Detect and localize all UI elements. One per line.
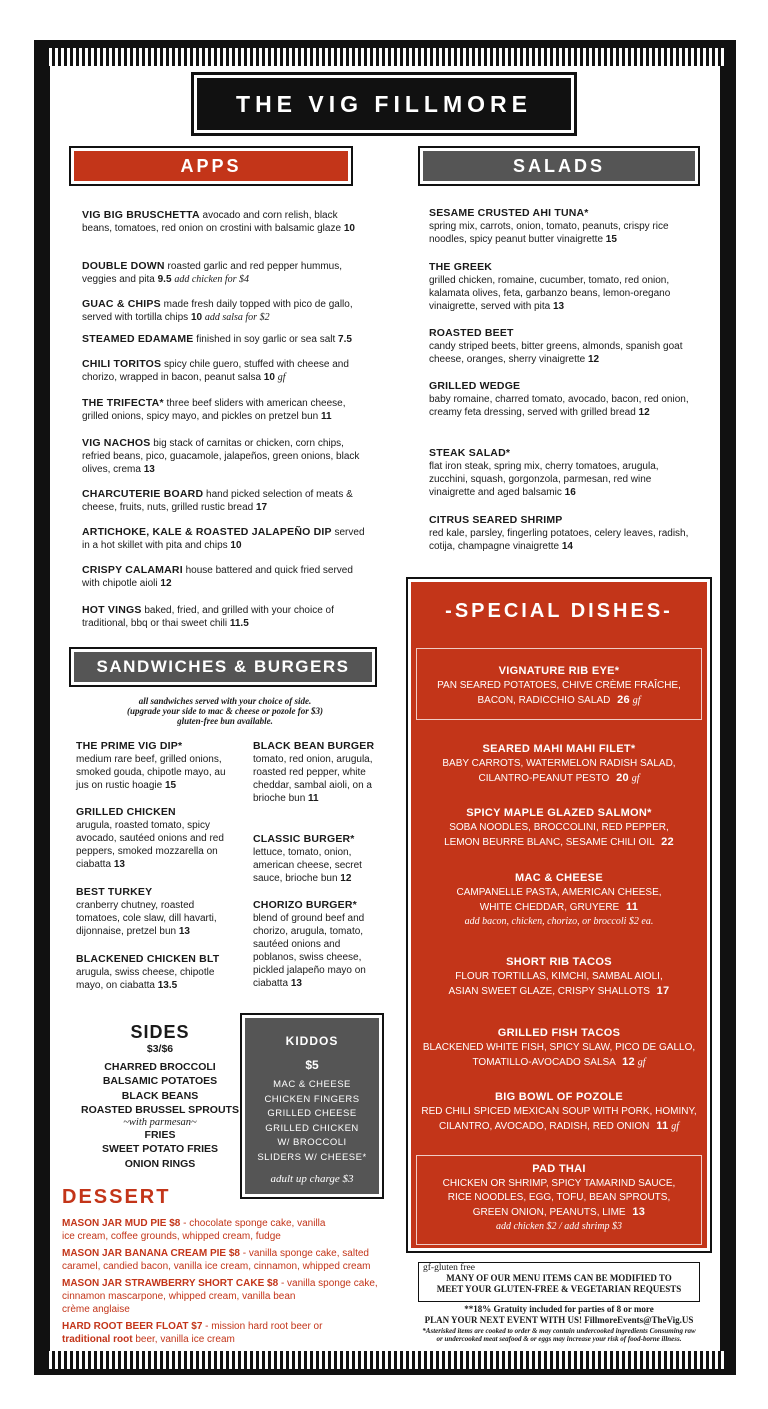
special-desc: WHITE CHEDDAR, GRUYERE — [479, 902, 620, 913]
special-name: BIG BOWL OF POZOLE — [494, 1091, 624, 1103]
item-desc: roasted garlic and red pepper hummus, veggies and pita — [82, 261, 343, 285]
special-name: SPICY MAPLE GLAZED SALMON* — [466, 807, 652, 819]
right-border — [720, 66, 724, 1351]
top-decorative-border — [46, 48, 724, 66]
special-name: SHORT RIB TACOS — [506, 956, 612, 968]
item-name: BLACKENED CHICKEN BLT — [76, 953, 220, 965]
item-desc: spicy chile guero, stuffed with cheese and chorizo, wrapped in bacon, peanut salsa — [82, 359, 349, 383]
item-desc: house battered and quick fried served with chipotle aioli — [82, 565, 353, 589]
special-price: 11 — [656, 1120, 669, 1132]
item-name: DOUBLE DOWN — [82, 260, 165, 272]
side-item: CHARRED BROCCOLI — [104, 1060, 216, 1073]
apps-item — [82, 397, 367, 423]
item-name: THE GREEK — [429, 261, 493, 273]
left-border — [46, 66, 50, 1351]
item-name: BEST TURKEY — [76, 886, 153, 898]
gf-tag: gf — [671, 1121, 679, 1132]
kiddos-heading: KIDDOS — [285, 1034, 339, 1048]
item-desc: served in a hot skillet with pita and chips — [82, 527, 365, 551]
special-desc: CILANTRO, AVOCADO, RADISH, RED ONION — [439, 1121, 650, 1132]
kiddos-item: GRILLED CHICKEN — [265, 1122, 359, 1134]
special-name: SEARED MAHI MAHI FILET* — [482, 743, 636, 755]
special-desc: LEMON BEURRE BLANC, SESAME CHILI OIL — [444, 837, 655, 848]
item-price: 10 — [343, 223, 355, 234]
dessert-item — [62, 1247, 392, 1273]
dessert-desc: - vanilla sponge cake, — [280, 1278, 378, 1289]
dessert-name: MASON JAR BANANA CREAM PIE — [62, 1248, 227, 1259]
item-price: 15 — [605, 234, 617, 245]
item-price: 11 — [321, 411, 332, 422]
item-desc: spring mix, carrots, onion, tomato, peanuts, crispy rice noodles, spicy peanut butter vinaigrette — [429, 221, 669, 245]
dessert-desc: - vanilla sponge cake, salted — [242, 1248, 369, 1259]
item-price: 11 — [308, 793, 319, 804]
item-desc: blend of ground beef and chorizo, arugula, tomato, sautéed onions and poblanos, swiss cheese, pickled jalapeño mayo on ciabatta — [253, 913, 366, 989]
special-desc: RED CHILI SPICED MEXICAN SOUP WITH PORK, HOMINY, — [421, 1106, 697, 1117]
sandwiches-heading: SANDWICHES & BURGERS — [71, 649, 375, 685]
special-item — [418, 742, 700, 786]
special-desc: CILANTRO-PEANUT PESTO — [478, 773, 610, 784]
dessert-price: $8 — [267, 1278, 279, 1289]
item-price: 15 — [164, 780, 177, 791]
gf-tag: gf — [632, 695, 641, 706]
item-desc: tomato, red onion, arugula, roasted red pepper, white cheddar, sambal aioli, on a brioche bun — [253, 754, 373, 804]
special-item — [418, 871, 700, 929]
salads-item — [429, 261, 691, 313]
item-price: 13.5 — [157, 980, 178, 991]
item-name: ROASTED BEET — [429, 327, 514, 339]
item-price: 10 — [263, 372, 275, 383]
item-desc: big stack of carnitas or chicken, corn chips, refried beans, pico, guacamole, jalapeños, green onions, black olives, crema — [82, 438, 360, 475]
item-name: STEAK SALAD* — [429, 447, 511, 459]
dessert-item — [62, 1217, 392, 1243]
item-price: 13 — [290, 978, 302, 989]
apps-item — [82, 260, 367, 286]
item-name: CHILI TORITOS — [82, 358, 162, 370]
special-desc: CAMPANELLE PASTA, AMERICAN CHEESE, — [456, 887, 662, 898]
special-desc: SOBA NOODLES, BROCCOLINI, RED PEPPER, — [449, 822, 669, 833]
item-desc: arugula, swiss cheese, chipotle mayo, on ciabatta — [76, 967, 215, 991]
side-item: SWEET POTATO FRIES — [101, 1143, 219, 1155]
special-price: 13 — [632, 1206, 646, 1218]
modify-line-2: MEET YOUR GLUTEN-FREE & VEGETARIAN REQUESTS — [436, 1284, 682, 1294]
item-desc: flat iron steak, spring mix, cherry tomatoes, arugula, zucchini, squash, gorgonzola, parmesan, red wine vinaigrette and aged balsamic — [429, 461, 659, 498]
sandwich-item — [76, 886, 236, 938]
item-name: THE TRIFECTA* — [82, 397, 164, 409]
apps-heading: APPS — [71, 148, 351, 184]
apps-item — [82, 358, 367, 384]
special-item — [418, 1026, 700, 1070]
special-price: 17 — [656, 985, 670, 997]
item-desc: three beef sliders with american cheese, grilled onions, spicy mayo, and pickles on pretzel bun — [82, 398, 346, 422]
sandwich-item — [76, 953, 236, 992]
item-desc: baby romaine, charred tomato, avocado, bacon, red onion, creamy feta dressing, served with grilled bread — [429, 394, 689, 418]
item-price: 17 — [255, 502, 268, 513]
health-warning-1: *Asterisked items are cooked to order & may contain undercooked ingredients Consuming raw — [422, 1327, 696, 1335]
dessert-desc: cinnamon mascarpone, whipped cream, vanilla bean — [62, 1291, 296, 1302]
item-name: HOT VINGS — [82, 604, 142, 616]
salads-item — [429, 514, 691, 553]
item-desc: medium rare beef, grilled onions, smoked gouda, chipotle mayo, au jus on rustic hoagie — [76, 754, 226, 791]
item-name: BLACK BEAN BURGER — [253, 740, 375, 752]
item-name: ARTICHOKE, KALE & ROASTED JALAPEÑO DIP — [82, 526, 332, 538]
item-price: 11.5 — [229, 618, 249, 629]
sides-section — [70, 1022, 250, 1171]
item-extra: add chicken for $4 — [174, 274, 250, 285]
item-desc: grilled chicken, romaine, cucumber, tomato, red onion, kalamata olives, feta, garbanzo beans, lemon-oregano vinaigrette, served with pita — [429, 275, 671, 312]
gf-tag: gf — [637, 1057, 646, 1068]
apps-item — [82, 333, 367, 346]
special-item — [418, 1162, 700, 1234]
kiddos-item: MAC & CHEESE — [273, 1079, 351, 1090]
dessert-name: HARD ROOT BEER FLOAT — [62, 1321, 189, 1332]
special-item — [418, 1090, 700, 1134]
dessert-desc: beer, vanilla ice cream — [135, 1334, 235, 1345]
special-name: VIGNATURE RIB EYE* — [498, 665, 620, 677]
item-name: VIG NACHOS — [82, 437, 151, 449]
item-desc: finished in soy garlic or sea salt — [196, 334, 336, 345]
item-name: VIG BIG BRUSCHETTA — [82, 209, 200, 221]
apps-item — [82, 604, 367, 630]
special-desc: ASIAN SWEET GLAZE, CRISPY SHALLOTS — [448, 986, 650, 997]
item-price: 13 — [143, 464, 155, 475]
gluten-free-box — [418, 1262, 700, 1302]
item-name: CHORIZO BURGER* — [253, 899, 357, 911]
item-extra: gf — [277, 372, 286, 383]
health-warning-2: or undercooked meat seafood & or eggs may increase your risk of food-borne illness. — [436, 1335, 682, 1343]
sandwich-item — [253, 833, 377, 885]
dessert-name: MASON JAR STRAWBERRY SHORT CAKE — [62, 1278, 265, 1289]
special-desc: BABY CARROTS, WATERMELON RADISH SALAD, — [442, 758, 676, 769]
special-dishes-heading: -SPECIAL DISHES- — [445, 600, 673, 622]
item-price: 13 — [113, 859, 125, 870]
sides-heading: SIDES — [130, 1022, 190, 1042]
special-extra: add bacon, chicken, chorizo, or broccoli $2 ea. — [464, 916, 654, 927]
dessert-name: MASON JAR MUD PIE — [62, 1218, 167, 1229]
special-price: 12 — [622, 1056, 635, 1068]
dessert-price: $7 — [191, 1321, 203, 1332]
apps-item — [82, 437, 367, 476]
item-extra: add salsa for $2 — [204, 312, 270, 323]
special-price: 20 — [616, 772, 629, 784]
item-price: 10 — [230, 540, 242, 551]
item-desc: avocado and corn relish, black beans, tomatoes, red onion on crostini with balsamic glaze — [82, 210, 342, 234]
item-price: 14 — [561, 541, 573, 552]
dessert-desc: crème anglaise — [62, 1304, 130, 1315]
item-name: CLASSIC BURGER* — [253, 833, 355, 845]
sides-price: $3/$6 — [146, 1043, 174, 1055]
salads-item — [429, 207, 691, 246]
sandwich-note — [70, 696, 380, 726]
bottom-decorative-border — [46, 1351, 724, 1369]
item-price: 16 — [564, 487, 576, 498]
salads-item — [429, 447, 691, 499]
side-item: BLACK BEANS — [121, 1089, 199, 1102]
special-item — [418, 664, 700, 708]
sandwich-note-1: all sandwiches served with your choice of side. — [138, 696, 312, 706]
kiddos-item: CHICKEN FINGERS — [264, 1093, 360, 1105]
dessert-desc: traditional root — [62, 1334, 133, 1345]
item-desc: lettuce, tomato, onion, american cheese, secret sauce, brioche bun — [253, 847, 362, 884]
kiddos-item: SLIDERS W/ CHEESE* — [257, 1151, 367, 1163]
item-name: CITRUS SEARED SHRIMP — [429, 514, 563, 526]
health-warning — [418, 1327, 700, 1343]
item-price: 7.5 — [338, 334, 352, 345]
dessert-item — [62, 1277, 392, 1316]
item-desc: baked, fried, and grilled with your choice of traditional, bbq or thai sweet chili — [82, 605, 334, 629]
item-name: GRILLED WEDGE — [429, 380, 521, 392]
item-price: 12 — [638, 407, 650, 418]
salads-item — [429, 327, 691, 366]
special-item — [418, 806, 700, 850]
gf-tag: gf — [631, 773, 640, 784]
dessert-desc: caramel, candied bacon, vanilla ice cream, cinnamon, whipped cream — [62, 1261, 371, 1272]
item-price: 13 — [552, 301, 565, 312]
item-price: 9.5 — [157, 274, 172, 285]
sandwich-item — [253, 740, 377, 805]
side-item: FRIES — [144, 1128, 176, 1141]
kiddos-item: W/ BROCCOLI — [277, 1137, 347, 1148]
sandwich-item — [253, 899, 377, 990]
kiddos-note: adult up charge $3 — [270, 1173, 354, 1185]
apps-item — [82, 488, 367, 514]
kiddos-price: $5 — [305, 1058, 319, 1072]
special-item — [418, 955, 700, 999]
apps-item — [82, 209, 367, 235]
special-desc: FLOUR TORTILLAS, KIMCHI, SAMBAL AIOLI, — [455, 971, 663, 982]
side-item: BALSAMIC POTATOES — [102, 1075, 218, 1087]
special-price: 11 — [626, 901, 639, 913]
kiddos-item: GRILLED CHEESE — [267, 1108, 357, 1119]
dessert-heading: DESSERT — [62, 1186, 171, 1208]
item-price: 10 — [190, 312, 203, 323]
side-item: ROASTED BRUSSEL SPROUTS — [81, 1104, 239, 1116]
item-name: STEAMED EDAMAME — [82, 333, 194, 345]
special-name: MAC & CHEESE — [515, 872, 603, 884]
special-name: PAD THAI — [532, 1163, 586, 1175]
special-desc: GREEN ONION, PEANUTS, LIME — [472, 1207, 626, 1218]
sandwich-item — [76, 806, 236, 871]
dessert-price: $8 — [228, 1248, 240, 1259]
side-item: ~with parmesan~ — [123, 1116, 197, 1128]
apps-item — [82, 526, 367, 552]
item-desc: red kale, parsley, fingerling potatoes, celery leaves, radish, cotija, champagne vinaigrette — [429, 528, 689, 552]
special-desc: TOMATILLO-AVOCADO SALSA — [472, 1057, 616, 1068]
modify-line-1: MANY OF OUR MENU ITEMS CAN BE MODIFIED TO — [446, 1273, 672, 1283]
page-title: THE VIG FILLMORE — [197, 78, 571, 130]
item-desc: candy striped beets, bitter greens, almonds, spanish goat cheese, oranges, sherry vinaigrette — [429, 341, 683, 365]
item-desc: hand picked selection of meats & cheese, fruits, nuts, grilled rustic bread — [82, 489, 353, 513]
apps-item — [82, 564, 367, 590]
item-name: SESAME CRUSTED AHI TUNA* — [429, 207, 589, 219]
special-desc: BACON, RADICCHIO SALAD — [477, 695, 611, 706]
item-name: CRISPY CALAMARI — [82, 564, 183, 576]
special-name: GRILLED FISH TACOS — [497, 1027, 621, 1039]
gratuity-note: **18% Gratuity included for parties of 8 or more — [464, 1304, 654, 1314]
special-desc: CHICKEN OR SHRIMP, SPICY TAMARIND SAUCE, — [442, 1178, 676, 1189]
events-note: PLAN YOUR NEXT EVENT WITH US! FillmoreEvents@TheVig.US — [424, 1315, 694, 1325]
item-desc: cranberry chutney, roasted tomatoes, cole slaw, dill havarti, dijonnaise, pretzel bun — [76, 900, 217, 937]
item-name: CHARCUTERIE BOARD — [82, 488, 204, 500]
salads-item — [429, 380, 691, 419]
item-desc: made fresh daily topped with pico de gallo, served with tortilla chips — [82, 299, 353, 323]
dessert-price: $8 — [169, 1218, 181, 1229]
gf-legend: gf-gluten free — [423, 1263, 475, 1273]
item-name: THE PRIME VIG DIP* — [76, 740, 183, 752]
special-desc: PAN SEARED POTATOES, CHIVE CRÈME FRAÎCHE, — [437, 680, 681, 691]
side-item: ONION RINGS — [124, 1157, 196, 1170]
item-price: 12 — [587, 354, 600, 365]
special-price: 26 — [617, 694, 630, 706]
special-desc: RICE NOODLES, EGG, TOFU, BEAN SPROUTS, — [447, 1192, 671, 1203]
dessert-item — [62, 1320, 392, 1346]
salads-heading: SALADS — [420, 148, 698, 184]
item-name: GRILLED CHICKEN — [76, 806, 176, 818]
dessert-desc: ice cream, coffee grounds, whipped cream, fudge — [62, 1231, 281, 1242]
kiddos-box — [242, 1015, 382, 1197]
sandwich-note-2: (upgrade your side to mac & cheese or pozole for $3) — [127, 706, 323, 716]
sandwich-note-3: gluten-free bun available. — [177, 716, 273, 726]
apps-item — [82, 298, 367, 324]
special-price: 22 — [661, 836, 674, 848]
item-price: 12 — [160, 578, 172, 589]
special-desc: BLACKENED WHITE FISH, SPICY SLAW, PICO DE GALLO, — [422, 1042, 696, 1053]
special-extra: add chicken $2 / add shrimp $3 — [495, 1221, 623, 1232]
dessert-desc: - chocolate sponge cake, vanilla — [183, 1218, 326, 1229]
item-name: GUAC & CHIPS — [82, 298, 161, 310]
sandwich-item — [76, 740, 236, 792]
item-price: 13 — [178, 926, 190, 937]
dessert-desc: - mission hard root beer or — [205, 1321, 323, 1332]
item-desc: arugula, roasted tomato, spicy avocado, sautéed onions and red peppers, smoked mozzarella on ciabatta — [76, 820, 224, 870]
item-price: 12 — [340, 873, 352, 884]
